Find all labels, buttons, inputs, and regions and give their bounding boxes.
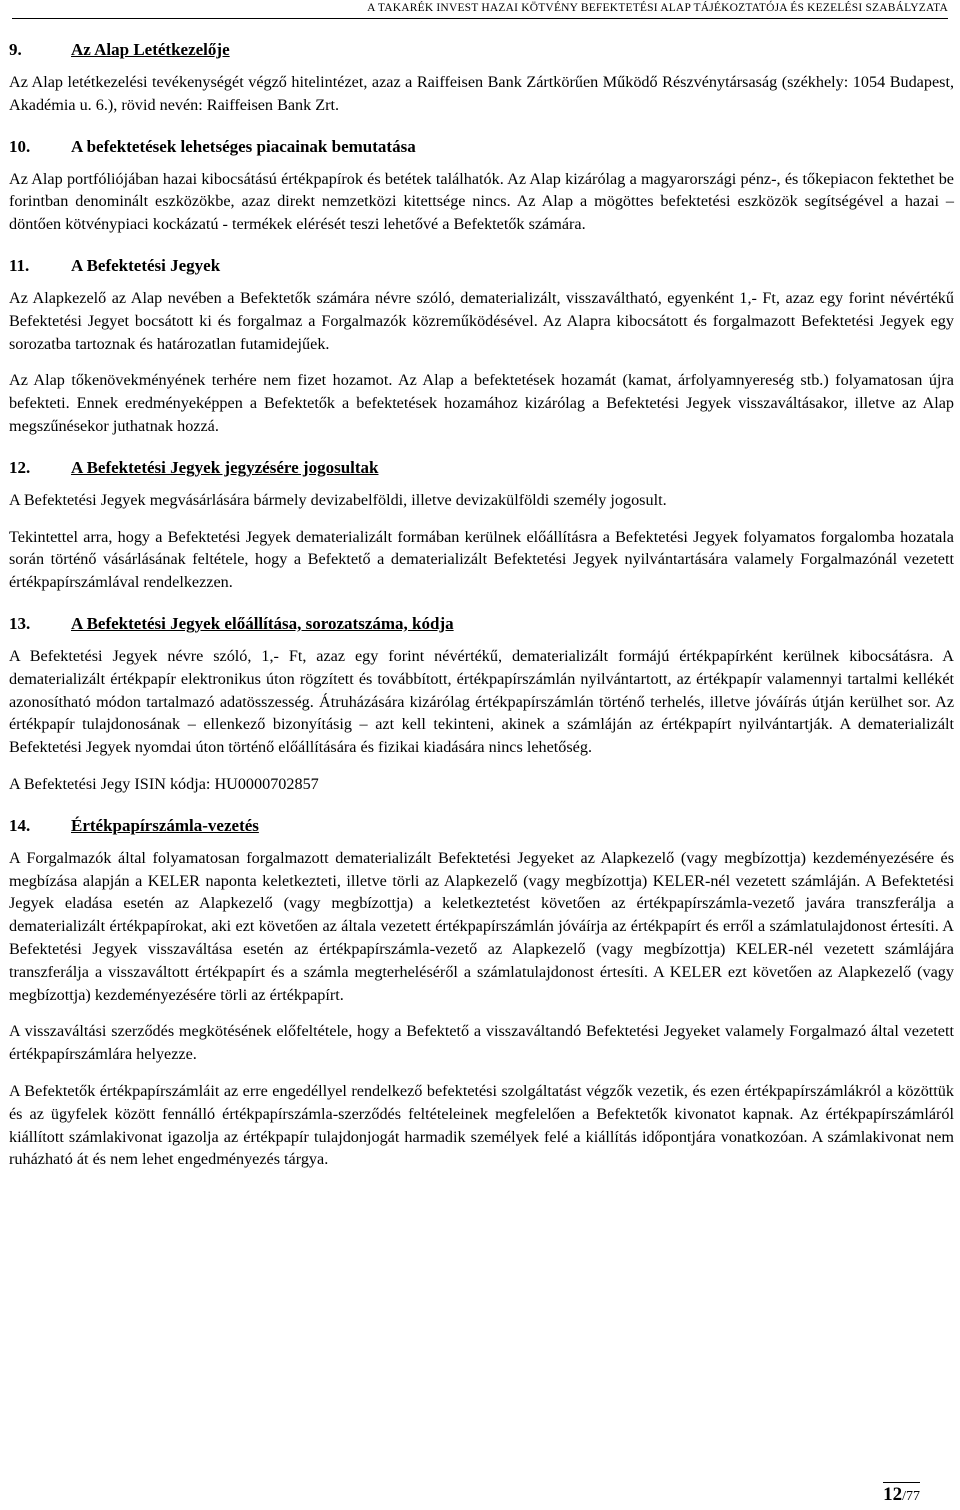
section-14-paragraph-2: A visszaváltási szerződés megkötésének előfeltétele, hogy a Befektető a visszaváltandó Befektetési Jegyeket valamely Forgalmazó által vezetett értékpapírszámlára helyezze. bbox=[9, 1022, 954, 1064]
page-number bbox=[883, 1482, 920, 1508]
section-12-heading bbox=[9, 456, 954, 480]
section-14-paragraph-3: A Befektetők értékpapírszámláit az erre engedéllyel rendelkező befektetési szolgáltatást végzők vezetik, és ezen értékpapírszámlákról a közöttük és az ügyfelek között fennálló értékpapírszámla-szerződés feltételeinek megfelelően a Befektetők kivonatot kapnak. Az értékpapírszámláról kiállított számlakivonat igazolja az értékpapír tulajdonjogát harmadik személyek felé a kiállítás időpontjára vonatkozóan. A számlakivonat nem ruházható át és nem lehet engedményezés tárgya. bbox=[9, 1081, 954, 1169]
section-title: A Befektetési Jegyek jegyzésére jogosultak bbox=[71, 457, 379, 477]
section-14-heading bbox=[9, 814, 954, 838]
section-10-paragraph-1: Az Alap portfóliójában hazai kibocsátású értékpapírok és betétek találhatók. Az Alap kizárólag a magyarországi pénz-, és tőkepiacon fektethet be forintban denominált eszközökbe, azaz direkt nemzetközi kitettsége nincs. Az Alap a mögöttes befektetési eszközök segítségével a hazai – döntően kötvénypiaci kockázatú - termékek elérését teszi lehetővé a Befektetők számára. bbox=[9, 169, 954, 234]
section-number: 12. bbox=[9, 457, 31, 477]
isin-code-line: A Befektetési Jegy ISIN kódja: HU0000702857 bbox=[9, 774, 319, 793]
section-10-heading bbox=[9, 135, 954, 159]
page-total: /77 bbox=[902, 1489, 920, 1504]
section-title: Értékpapírszámla-vezetés bbox=[71, 815, 259, 835]
document-body bbox=[9, 38, 954, 1171]
section-11-paragraph-2: Az Alap tőkenövekményének terhére nem fizet hozamot. Az Alap a befektetések hozamát (kamat, árfolyamnyereség stb.) folyamatosan újra befekteti. Ennek eredményeképpen a Befektetők a befektetések hozamához kizárólag a Befektetési Jegyek visszaváltásakor, illetve az Alap megszűnésekor juthatnak hozzá. bbox=[9, 371, 954, 435]
section-14-paragraph-1: A Forgalmazók által folyamatosan forgalmazott dematerializált Befektetési Jegyeket az Alapkezelő (vagy megbízottja) kezdeményezésére és megbízása alapján a KELER naponta keletkezteti, illetve törli az Alapkezelő (vagy megbízottja) KELER-nél vezetett számláján. A Befektetési Jegyek eladása esetén az Alapkezelő (vagy megbízottja) a keletkeztetést követően az értékpapírszámla-vezető javára transzferálja a dematerializált értékpapírokat, aki ezt követően az általa vezetett értékpapírszámlán jóváírja az értékpapírt és erről a számlatulajdonost értesíti. A Befektetési Jegyek visszaváltása esetén az értékpapírszámla-vezető az Alapkezelő (vagy megbízottja) KELER-nél vezetett számlájára transzferálja a visszaváltott értékpapírt és a számla megterheléséről a számlatulajdonost értesíti. A KELER ezt követően az Alapkezelő (vagy megbízottja) kezdeményezésére törli az értékpapírt. bbox=[9, 848, 954, 1004]
section-13-heading bbox=[9, 612, 954, 636]
section-12-paragraph-1: A Befektetési Jegyek megvásárlására bármely devizabelföldi, illetve devizakülföldi személy jogosult. bbox=[9, 490, 667, 509]
page-current: 12 bbox=[883, 1484, 903, 1505]
section-number: 11. bbox=[9, 255, 30, 275]
section-number: 14. bbox=[9, 815, 31, 835]
section-title: A Befektetési Jegyek bbox=[71, 255, 221, 275]
section-11-heading bbox=[9, 254, 954, 278]
section-11-paragraph-1: Az Alapkezelő az Alap nevében a Befektetők számára névre szóló, dematerializált, visszaváltható, egyenként 1,- Ft, azaz egy forint névértékű Befektetési Jegyet bocsátott ki és forgalmaz a Forgalmazók közreműködésével. Az Alapra kibocsátott és forgalmazott Befektetési Jegyek egy sorozatba tartoznak és határozatlan futamidejűek. bbox=[9, 288, 954, 353]
section-title: A Befektetési Jegyek előállítása, sorozatszáma, kódja bbox=[71, 613, 454, 633]
running-header: A TAKARÉK INVEST HAZAI KÖTVÉNY BEFEKTETÉSI ALAP TÁJÉKOZTATÓJA ÉS KEZELÉSI SZABÁLYZATA bbox=[12, 0, 948, 19]
section-13-paragraph-1: A Befektetési Jegyek névre szóló, 1,- Ft, azaz egy forint névértékű, dematerializált formájú értékpapírként kerülnek kibocsátásra. A dematerializált értékpapír elektronikus úton rögzített és továbbított, értékpapírszámlán nyilvántartott, az értékpapír valamennyi tartalmi kellékét azonosítható módon tartalmazó adatösszesség. Átruházására kizárólag értékpapírszámlán történő terhelés, illetve jóváírás útján kerülhet sor. Az értékpapír tulajdonosának – ellenkező bizonyításig – azt kell tekinteni, akinek a számláján az értékpapírt nyilvántartják. A dematerializált Befektetési Jegyek nyomdai úton történő előállítására és fizikai kiadására nincs lehetőség. bbox=[9, 646, 954, 757]
section-number: 10. bbox=[9, 136, 31, 156]
section-title: Az Alap Letétkezelője bbox=[71, 40, 230, 59]
section-number: 13. bbox=[9, 613, 31, 633]
section-title: A befektetések lehetséges piacainak bemutatása bbox=[71, 136, 416, 156]
section-12-paragraph-2: Tekintettel arra, hogy a Befektetési Jegyek dematerializált formában kerülnek előállításra a Befektetési Jegyek folyamatos forgalomba hozatala során történő vásárlásának feltétele, hogy a Befektető a dematerializált Befektetési Jegyek nyilvántartására valamely Forgalmazónál vezetett értékpapírszámlával rendelkezzen. bbox=[9, 527, 954, 592]
section-9-paragraph-1: Az Alap letétkezelési tevékenységét végző hitelintézet, azaz a Raiffeisen Bank Zártkörűen Működő Részvénytársaság (székhely: 1054 Budapest, Akadémia u. 6.), rövid nevén: Raiffeisen Bank Zrt. bbox=[9, 73, 954, 114]
section-number: 9. bbox=[9, 40, 22, 59]
section-9-heading bbox=[9, 38, 954, 62]
